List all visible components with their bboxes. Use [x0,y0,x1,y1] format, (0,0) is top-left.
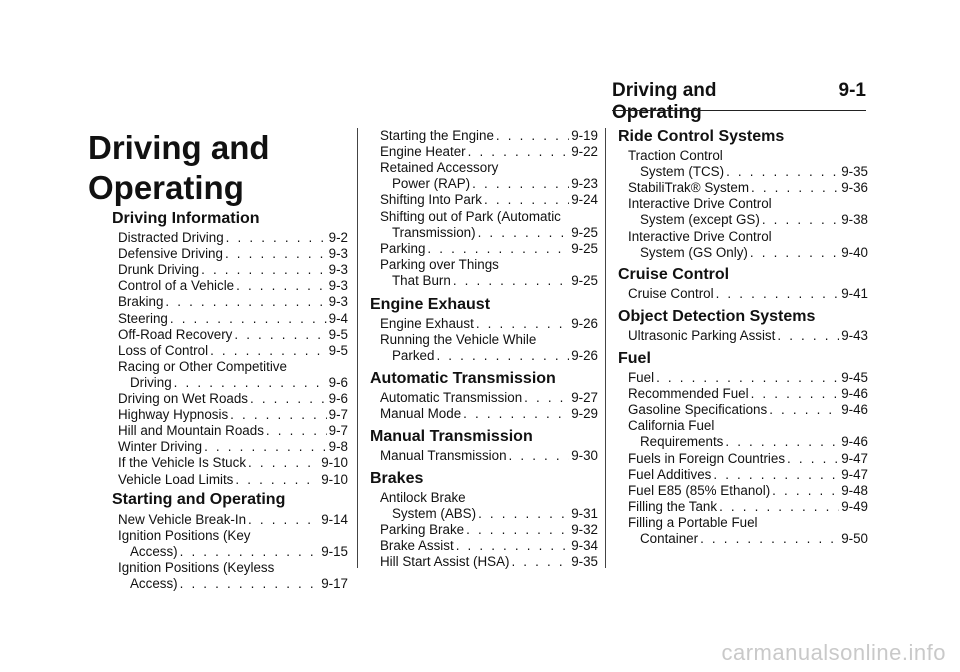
dot-leader [472,176,569,192]
toc-entry[interactable] [130,544,348,560]
header-page-number: 9-1 [838,80,866,101]
toc-entry[interactable] [380,128,598,144]
dot-leader [726,164,839,180]
dot-leader [174,375,327,391]
toc-entry[interactable] [392,506,598,522]
dot-leader [466,522,569,538]
dot-leader [750,245,839,261]
dot-leader [511,554,569,570]
toc-entry-title: Container [640,531,699,546]
toc-entry-title: Manual Mode [380,406,462,422]
section-title: Manual Transmission [370,428,533,445]
section-title: Driving Information [112,210,260,227]
toc-page-number: 9-46 [841,402,868,418]
toc-entry-title: Driving on Wet Roads [118,391,248,406]
toc-entry-title: System (TCS) [640,164,725,180]
toc-entry-title: Transmission) [392,224,476,240]
section-title: Cruise Control [618,266,730,283]
toc-entry-title: Parked [392,348,435,364]
toc-entry-title: Vehicle Load Limits [118,471,234,487]
toc-entry[interactable] [118,472,348,488]
toc-entry-title: Hill Start Assist (HSA) [380,554,510,570]
watermark: carmanualsonline.info [721,640,946,665]
toc-entry-title: System (ABS) [392,506,477,522]
toc-entry[interactable] [118,391,348,407]
toc-entry[interactable] [380,522,598,538]
toc-entry[interactable] [118,230,348,246]
toc-entry-title: Recommended Fuel [628,386,749,402]
dot-leader [713,467,839,483]
toc-entry[interactable] [628,370,868,386]
toc-entry-title: Parking Brake [380,522,465,538]
toc-entry[interactable] [118,343,348,359]
toc-page-number: 9-29 [571,406,598,422]
toc-entry[interactable] [628,483,868,499]
toc-page-number: 9-22 [571,144,598,160]
dot-leader [248,455,319,471]
toc-entry-title: New Vehicle Break-In [118,512,247,527]
toc-page-number: 9-43 [841,328,868,343]
toc-entry[interactable] [380,538,598,554]
dot-leader [236,278,327,294]
section-title: Ride Control Systems [618,128,785,145]
toc-page-number: 9-49 [841,498,868,514]
toc-page-number: 9-4 [328,310,348,326]
dot-leader [468,144,570,160]
toc-page-number: 9-27 [571,390,598,405]
section-title: Starting and Operating [112,491,286,508]
toc-page-number: 9-46 [841,434,868,450]
toc-entry-title: Brake Assist [380,538,454,554]
toc-entry-title: Automatic Transmission [380,390,523,405]
toc-page-number: 9-32 [571,522,598,538]
toc-entry-title: Fuel [628,370,655,385]
toc-entry-title: Winter Driving [118,439,203,455]
toc-entry-title: Shifting Into Park [380,192,482,208]
dot-leader [524,390,569,406]
toc-entry-title: Braking [118,294,164,310]
toc-entry-title: That Burn [392,272,451,288]
toc-entry-text: Traction Control [628,148,723,163]
toc-entry[interactable] [118,455,348,471]
toc-entry[interactable] [118,278,348,294]
chapter-title-line2: Operating [88,169,244,206]
toc-entry[interactable] [628,402,868,418]
toc-entry-title: Filling the Tank [628,498,718,514]
section-title: Automatic Transmission [370,370,556,387]
toc-entry[interactable] [640,212,868,228]
toc-entry-title: Cruise Control [628,286,714,301]
toc-entry-title: Requirements [640,434,724,450]
toc-page-number: 9-10 [321,471,348,487]
toc-page-number: 9-46 [841,386,868,402]
toc-entry[interactable] [118,262,348,278]
toc-entry[interactable] [640,531,868,547]
toc-page-number: 9-30 [571,448,598,463]
toc-entry[interactable] [640,245,868,261]
toc-page-number: 9-3 [328,262,348,278]
toc-page-number: 9-47 [841,466,868,482]
toc-page-number: 9-7 [328,407,348,423]
toc-page-number: 9-50 [841,531,868,546]
toc-entry[interactable] [640,164,868,180]
toc-page-number: 9-5 [328,342,348,358]
toc-entry[interactable] [380,390,598,406]
toc-entry-text: Running the Vehicle While [380,332,537,348]
toc-entry-title: If the Vehicle Is Stuck [118,455,247,471]
toc-entry-text: Ignition Positions (Keyless [118,560,275,576]
toc-page-number: 9-24 [571,192,598,208]
toc-entry-title: Starting the Engine [380,128,494,143]
toc-page-number: 9-45 [841,370,868,385]
toc-entry[interactable] [130,375,348,391]
section-title: Object Detection Systems [618,308,816,325]
column-divider [605,128,606,568]
toc-entry[interactable] [118,327,348,343]
dot-leader [170,311,327,327]
toc-entry[interactable] [118,512,348,528]
toc-entry-title: Parking [380,240,426,256]
dot-leader [226,230,327,246]
dot-leader [266,423,327,439]
toc-entry-text: Antilock Brake [380,490,466,505]
toc-entry[interactable] [380,554,598,570]
dot-leader [165,294,326,310]
header-rule [612,110,866,111]
dot-leader [235,472,319,488]
toc-entry-text: Filling a Portable Fuel [628,514,758,530]
dot-leader [427,241,569,257]
toc-entry-text: Interactive Drive Control [628,228,772,244]
dot-leader [496,128,569,144]
toc-entry-title: Off-Road Recovery [118,326,233,342]
toc-entry-title: Engine Exhaust [380,316,474,331]
toc-page-number: 9-17 [321,576,348,592]
toc-entry-text: Retained Accessory [380,160,499,176]
toc-entry[interactable] [118,311,348,327]
toc-page-number: 9-26 [571,316,598,331]
toc-entry-title: Gasoline Specifications [628,402,768,418]
toc-entry-title: Manual Transmission [380,448,507,463]
toc-entry[interactable] [392,176,598,192]
dot-leader [180,544,320,560]
toc-entry[interactable] [118,423,348,439]
toc-entry-title: StabiliTrak® System [628,180,749,196]
toc-entry-text: Shifting out of Park (Automatic [380,208,561,224]
header-title: Driving and Operating [612,80,717,123]
toc-entry-title: Highway Hypnosis [118,407,229,423]
toc-entry-title: Control of a Vehicle [118,278,235,294]
toc-page-number: 9-6 [328,391,348,406]
toc-entry-title: Power (RAP) [392,176,471,192]
toc-entry-text: Parking over Things [380,256,499,272]
dot-leader [484,192,569,208]
toc-page-number: 9-3 [328,294,348,310]
toc-entry-title: Fuels in Foreign Countries [628,450,786,466]
toc-entry-title: Steering [118,310,168,326]
dot-leader [509,448,570,464]
toc-page-number: 9-25 [571,224,598,240]
dot-leader [476,316,569,332]
toc-entry[interactable] [628,180,868,196]
toc-entry[interactable] [380,144,598,160]
toc-entry[interactable] [380,316,598,332]
toc-entry-title: System (except GS) [640,212,760,228]
toc-entry[interactable] [118,294,348,310]
dot-leader [204,439,327,455]
toc-page-number: 9-19 [571,128,598,143]
dot-leader [656,370,839,386]
toc-page-number: 9-10 [321,455,348,471]
toc-entry-title: Drunk Driving [118,262,200,278]
toc-entry[interactable] [628,328,868,344]
dot-leader [716,286,840,302]
dot-leader [777,328,839,344]
toc-entry[interactable] [380,192,598,208]
toc-page-number: 9-7 [328,423,348,439]
section-title: Brakes [370,470,424,487]
toc-entry-text: California Fuel [628,418,715,434]
dot-leader [700,531,839,547]
dot-leader [751,180,839,196]
toc-page-number: 9-31 [571,506,598,522]
dot-leader [478,506,569,522]
toc-entry-title: Access) [130,544,178,560]
toc-page-number: 9-2 [328,230,348,245]
dot-leader [719,499,839,515]
toc-entry-title: Engine Heater [380,144,466,160]
toc-entry-title: Fuel E85 (85% Ethanol) [628,482,771,498]
toc-page-number: 9-23 [571,176,598,192]
toc-entry[interactable] [380,448,598,464]
dot-leader [762,212,839,228]
dot-leader [225,246,327,262]
toc-page-number: 9-35 [571,554,598,570]
toc-entry-title: Driving [130,374,172,390]
dot-leader [201,262,327,278]
dot-leader [769,402,839,418]
toc-entry[interactable] [628,386,868,402]
toc-entry-title: Distracted Driving [118,230,224,245]
toc-entry[interactable] [118,246,348,262]
toc-entry[interactable] [392,348,598,364]
toc-entry[interactable] [118,439,348,455]
dot-leader [180,576,320,592]
toc-page-number: 9-41 [841,286,868,301]
toc-page-number: 9-15 [321,544,348,560]
dot-leader [234,327,326,343]
toc-page-number: 9-14 [321,512,348,527]
dot-leader [463,406,569,422]
toc-entry-text: Racing or Other Competitive [118,358,287,374]
toc-entry[interactable] [380,406,598,422]
toc-page-number: 9-40 [841,244,868,260]
toc-entry-title: Hill and Mountain Roads [118,423,264,439]
toc-entry-text: Ignition Positions (Key [118,528,251,544]
toc-page-number: 9-6 [328,374,348,390]
dot-leader [478,225,570,241]
dot-leader [453,273,569,289]
toc-entry-title: Defensive Driving [118,246,223,262]
dot-leader [210,343,327,359]
toc-page-number: 9-5 [328,326,348,342]
toc-page-number: 9-3 [328,278,348,294]
toc-entry[interactable] [640,434,868,450]
dot-leader [250,391,327,407]
toc-entry-title: System (GS Only) [640,244,748,260]
dot-leader [456,538,570,554]
toc-page-number: 9-35 [841,164,868,180]
page-header [612,80,866,123]
toc-entry-title: Ultrasonic Parking Assist [628,328,776,343]
toc-page-number: 9-25 [571,240,598,256]
toc-page-number: 9-36 [841,180,868,196]
dot-leader [248,512,319,528]
toc-entry[interactable] [628,451,868,467]
toc-entry[interactable] [130,576,348,592]
dot-leader [725,434,839,450]
toc-entry-title: Fuel Additives [628,466,712,482]
dot-leader [772,483,839,499]
toc-page-number: 9-3 [328,246,348,262]
chapter-title-line1: Driving and [88,129,270,166]
toc-page-number: 9-8 [328,439,348,455]
dot-leader [230,407,326,423]
toc-page-number: 9-34 [571,538,598,554]
toc-entry[interactable] [392,273,598,289]
dot-leader [436,348,569,364]
dot-leader [787,451,839,467]
toc-entry[interactable] [628,499,868,515]
chapter-title [88,128,348,208]
toc-entry-title: Access) [130,576,178,592]
toc-entry-title: Loss of Control [118,342,209,358]
toc-page-number: 9-38 [841,212,868,228]
toc-page-number: 9-48 [841,482,868,498]
toc-entry[interactable] [380,241,598,257]
toc-entry[interactable] [392,225,598,241]
section-title: Engine Exhaust [370,296,491,313]
dot-leader [751,386,840,402]
toc-page-number: 9-25 [571,272,598,288]
toc-page-number: 9-47 [841,450,868,466]
toc-entry-text: Interactive Drive Control [628,196,772,212]
toc-page-number: 9-26 [571,348,598,364]
toc-entry[interactable] [628,467,868,483]
column-divider [357,128,358,568]
section-title: Fuel [618,350,651,367]
toc-entry[interactable] [118,407,348,423]
toc-entry[interactable] [628,286,868,302]
